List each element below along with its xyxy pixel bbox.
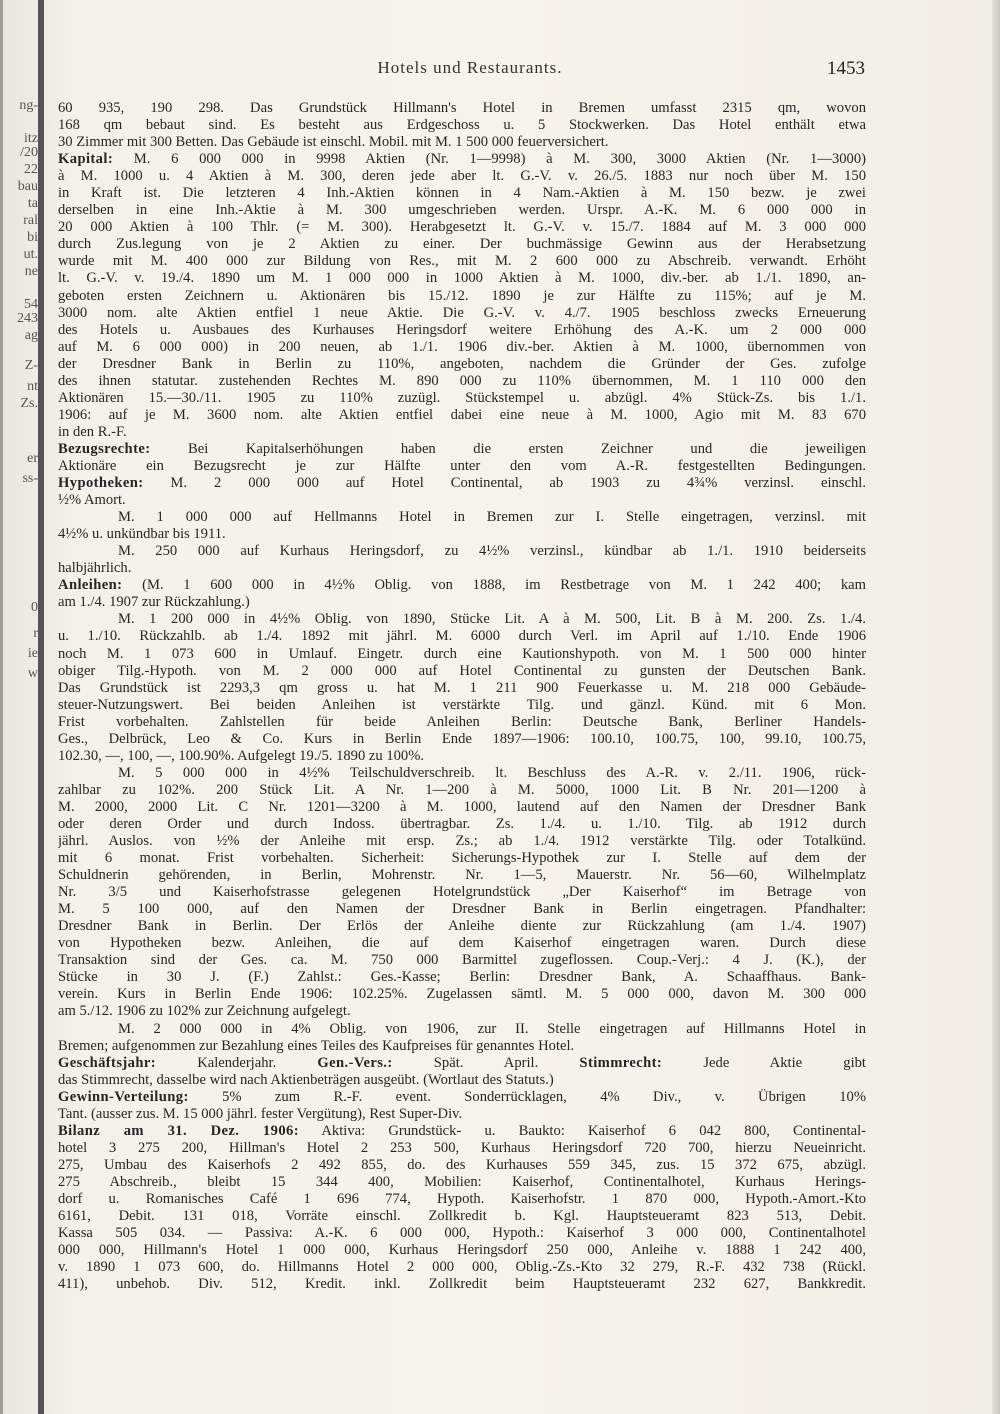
line-text: Frist vorbehalten. Zahlstellen für beide Anleihen Berlin: Deutsche Bank, Berliner Handels- [58, 713, 866, 730]
facing-page-fragment: ag [24, 328, 38, 343]
text-line [58, 1276, 866, 1293]
line-text: 20 000 Aktien à 100 Thlr. (= M. 300). Herabgesetzt lt. G.-V. v. 15./7. 1884 auf M. 3 000 000 [58, 219, 866, 236]
text-line [58, 1123, 866, 1140]
text-line [58, 1021, 866, 1038]
text-line [58, 270, 866, 287]
line-text: 168 qm bebaut sind. Es besteht aus Erdgeschoss u. 5 Stockwerken. Das Hotel enthält etwa [58, 117, 866, 134]
text-line [58, 918, 866, 935]
line-text: 5% zum R.-F. event. Sonderrücklagen, 4% Div., v. Übrigen 10% [188, 1088, 866, 1105]
text-line [58, 475, 866, 492]
facing-page-fragment: Zs. [20, 396, 38, 411]
text-line [58, 594, 866, 611]
text-line [58, 526, 866, 543]
facing-page-fragment: r [33, 626, 38, 641]
section-heading: Kapital: [58, 151, 114, 168]
section-heading: Geschäftsjahr: [58, 1054, 157, 1071]
text-line [58, 236, 866, 253]
text-line [58, 219, 866, 236]
text-line [58, 560, 866, 577]
line-text: der Dresdner Bank in Berlin zu 110%, angeboten, nachdem die Gründer der Ges. zufolge [58, 355, 866, 372]
text-line [58, 680, 866, 697]
line-text: am 1./4. 1907 zur Rückzahlung.) [58, 594, 250, 611]
line-text: dorf u. Romanisches Café 1 696 774, Hypoth. Kaiserhofstr. 1 870 000, Hypoth.-Amort.-Kto [58, 1191, 866, 1207]
line-text: à M. 1000 u. 4 Aktien à M. 300, deren jede aber lt. G.-V. v. 26./5. 1883 nur noch über M. 150 [58, 168, 866, 185]
line-text: Bremen; aufgenommen zur Bezahlung eines Teiles des Kaufpreises für genanntes Hotel. [58, 1037, 575, 1054]
text-line [58, 441, 866, 458]
section-heading: Stimmrecht: [579, 1054, 663, 1071]
line-text: M. 6 000 000 in 9998 Aktien (Nr. 1—9998) à M. 300, 3000 Aktien (Nr. 1—3000) [113, 151, 866, 168]
line-text: lt. G.-V. v. 19./4. 1890 um M. 1 000 000 in 1000 Aktien à M. 1000, div.-ber. ab 1./1. 1890, an- [58, 270, 866, 287]
line-text: 6161, Debit. 131 018, Vorräte einschl. Zollkredit b. Kgl. Hauptsteueramt 823 513, Debit. [58, 1208, 866, 1225]
text-line [58, 202, 866, 219]
line-text: derselben in eine Inh.-Aktie à M. 300 umgeschrieben werden. Urspr. A.-K. M. 6 000 000 in [58, 202, 866, 219]
facing-page-fragment: ral [23, 213, 38, 228]
text-line [58, 884, 866, 901]
line-text: am 5./12. 1906 zu 102% zur Zeichnung aufgelegt. [58, 1003, 351, 1020]
text-line [58, 969, 866, 986]
text-line [58, 1157, 866, 1174]
line-text: verein. Kurs in Berlin Ende 1906: 102.25%. Zugelassen sämtl. M. 5 000 000, davon M. 300 000 [58, 986, 866, 1003]
line-text: M. 2 000 000 in 4% Oblig. von 1906, zur II. Stelle eingetragen auf Hillmanns Hotel in [118, 1020, 866, 1037]
line-text: 4½% u. unkündbar bis 1911. [58, 526, 226, 543]
line-text: Aktionären 15.—30./11. 1905 zu 110% zuzügl. Stückstempel u. abzügl. 4% Stück-Zs. bis 1./1. [58, 389, 866, 406]
text-line [58, 117, 866, 134]
facing-page-fragment: 0 [31, 600, 38, 615]
line-text: M. 250 000 auf Kurhaus Heringsdorf, zu 4½% verzinsl., kündbar ab 1./1. 1910 beiderseits [118, 543, 866, 560]
page-number: 1453 [827, 58, 865, 79]
text-line [58, 168, 866, 185]
facing-page-fragment: ng- [19, 98, 38, 113]
document-body [58, 100, 866, 1293]
text-line [58, 543, 866, 560]
line-text: durch Zus.legung von je 2 Aktien zu einer. Der buchmässige Gewinn aus der Herabsetzung [58, 236, 866, 253]
line-text: ½% Amort. [58, 492, 126, 509]
running-title: Hotels und Restaurants. [377, 58, 563, 77]
line-text: Tant. (ausser zus. M. 15 000 jährl. fester Vergütung), Rest Super-Div. [58, 1105, 463, 1122]
line-text: Kassa 505 034. — Passiva: A.-K. 6 000 000, Hypoth.: Kaiserhof 3 000 000, Continentalhotel [58, 1225, 866, 1242]
line-text: 1906: auf je M. 3600 nom. alte Aktien entfiel dabei eine neue à M. 1000, Agio mit M. 83 670 [58, 406, 866, 423]
text-line [58, 288, 866, 305]
text-line [58, 901, 866, 918]
facing-page-fragment: bau [17, 179, 38, 194]
facing-page-edge [0, 0, 64, 1414]
text-line [58, 339, 866, 356]
line-text: oder deren Order und durch Indoss. übertragbar. Zs. 1./4. u. 1./10. Tilg. ab 1912 durch [58, 815, 866, 832]
text-line [58, 611, 866, 628]
section-heading: Hypotheken: [58, 475, 144, 492]
facing-page-fragment: ne [24, 264, 38, 279]
facing-page-fragment: ta [27, 196, 38, 211]
line-text: 411), unbehob. Div. 512, Kredit. inkl. Zollkredit beim Hauptsteueramt 232 627, Bankkredit. [58, 1276, 866, 1293]
facing-page-fragment: er [27, 451, 38, 466]
text-line [58, 782, 866, 799]
line-text: mit 6 monat. Frist vorbehalten. Sicherheit: Sicherungs-Hypothek zur I. Stelle auf dem der [58, 850, 866, 867]
text-line [58, 1106, 866, 1123]
text-line [58, 356, 866, 373]
text-line [58, 134, 866, 151]
text-line [58, 816, 866, 833]
line-text: Aktionäre ein Bezugsrecht je zur Hälfte unter den vom A.-R. festgestellten Bedingungen. [58, 457, 866, 474]
text-line [58, 458, 866, 475]
line-text: M. 5 000 000 in 4½% Teilschuldverschreib. lt. Beschluss des A.-R. v. 2./11. 1906, rück- [118, 764, 866, 781]
text-line [58, 628, 866, 645]
facing-page-fragment: ut. [23, 247, 38, 262]
text-line [58, 748, 866, 765]
text-line [58, 1089, 866, 1106]
line-text: in den R.-F. [58, 423, 127, 440]
line-text: Das Grundstück ist 2293,3 qm gross u. hat M. 1 211 900 Feuerkasse u. M. 218 000 Gebäude- [58, 679, 866, 696]
facing-page-fragment: itz [24, 131, 38, 146]
line-text: Aktiva: Grundstück- u. Baukto: Kaiserhof 6 042 800, Continental- [298, 1122, 866, 1139]
line-text: wurde mit M. 400 000 zur Bildung von Res., mit M. 2 600 000 zu Abschreib. verwandt. Erhöht [58, 253, 866, 270]
line-text: M. 2000, 2000 Lit. C Nr. 1201—3200 à M. 1000, lautend auf den Namen der Dresdner Bank [58, 798, 866, 815]
text-line [58, 697, 866, 714]
text-line [58, 373, 866, 390]
text-line [58, 646, 866, 663]
binding-shadow [38, 0, 44, 1414]
text-line [58, 1003, 866, 1020]
text-line [58, 305, 866, 322]
facing-page-fragment: /20 [20, 145, 38, 160]
section-heading: Anleihen: [58, 577, 123, 594]
text-line [58, 577, 866, 594]
line-text: 60 935, 190 298. Das Grundstück Hillmann's Hotel in Bremen umfasst 2315 qm, wovon [58, 100, 866, 116]
text-line [58, 714, 866, 731]
text-line [58, 1259, 866, 1276]
section-heading: Bezugsrechte: [58, 440, 151, 457]
line-text: M. 5 100 000, auf den Namen der Dresdner Bank in Berlin eingetragen. Pfandhalter: [58, 901, 866, 918]
line-text: Spät. April. [392, 1054, 580, 1071]
line-text: Transaktion sind der Ges. ca. M. 750 000 Barmittel zugeflossen. Coup.-Verj.: 4 J. (K.), der [58, 952, 866, 969]
text-line [58, 151, 866, 168]
line-text: geboten ersten Zeichnern u. Aktionären bis 15./12. 1890 je zur Hälfte zu 115%; auf je M. [58, 287, 866, 304]
text-line [58, 1174, 866, 1191]
text-line [58, 509, 866, 526]
line-text: hotel 3 275 200, Hillman's Hotel 2 253 500, Kurhaus Heringsdorf 720 700, hierzu Neueinricht. [58, 1139, 866, 1156]
text-line [58, 833, 866, 850]
line-text: M. 1 000 000 auf Hellmanns Hotel in Bremen zur I. Stelle eingetragen, verzinsl. mit [118, 509, 866, 526]
line-text: M. 1 200 000 in 4½% Oblig. von 1890, Stücke Lit. A à M. 500, Lit. B à M. 200. Zs. 1./4. [118, 611, 866, 628]
line-text: noch M. 1 073 600 in Umlauf. Eingetr. durch eine Kautionshypoth. von M. 1 500 000 hinter [58, 645, 866, 662]
line-text: 3000 nom. alte Aktien entfiel 1 neue Aktie. Die G.-V. v. 4./7. 1905 beschloss zwecks Erneuerung [58, 304, 866, 321]
line-text: Nr. 3/5 und Kaiserhofstrasse gelegenen Hotelgrundstück „Der Kaiserhof“ im Betrage von [58, 884, 866, 901]
section-heading: Gen.-Vers.: [317, 1054, 393, 1071]
line-text: in Kraft ist. Die letzteren 4 Inh.-Aktien können in 4 Nam.-Aktien à M. 150 bezw. je zwei [58, 185, 866, 202]
line-text: 30 Zimmer mit 300 Betten. Das Gebäude ist einschl. Mobil. mit M. 1 500 000 feuerversichert. [58, 134, 609, 151]
facing-page-fragment: bi [27, 230, 38, 245]
line-text: von Hypotheken bezw. Anleihen, die auf dem Kaiserhof eingetragen waren. Durch diese [58, 935, 866, 952]
text-line [58, 1038, 866, 1055]
text-line [58, 100, 866, 117]
line-text: steuer-Nutzungswert. Bei beiden Anleihen ist verstärkte Tilg. und gänzl. Künd. mit 6 Mon. [58, 696, 866, 713]
facing-page-fragment: ss- [22, 471, 38, 486]
facing-page-fragment: 243 [17, 311, 38, 326]
text-line [58, 1055, 866, 1072]
text-line [58, 850, 866, 867]
section-heading: Bilanz am 31. Dez. 1906: [58, 1122, 299, 1139]
text-line [58, 253, 866, 270]
text-line [58, 935, 866, 952]
text-line [58, 1208, 866, 1225]
line-text: 275 Abschreib., bleibt 15 344 400, Mobilien: Kaiserhof, Continentalhotel, Kurhaus Herings- [58, 1173, 866, 1190]
line-text: 275, Umbau des Kaiserhofs 2 492 855, do. des Kurhauses 559 345, zus. 15 372 675, abzügl. [58, 1156, 866, 1173]
line-text: Schuldnerin gehörenden, in Berlin, Mohrenstr. Nr. 1—5, Mauerstr. Nr. 56—60, Wilhelmplatz [58, 867, 866, 884]
line-text: Bei Kapitalserhöhungen haben die ersten Zeichner und die jeweiligen [150, 440, 866, 457]
facing-page-fragment: 54 [24, 297, 38, 312]
line-text: zahlbar zu 102%. 200 Stück Lit. A Nr. 1—200 à M. 5000, 1000 Lit. B Nr. 201—1200 à [58, 781, 866, 798]
line-text: (M. 1 600 000 in 4½% Oblig. von 1888, im Restbetrage von M. 1 242 400; kam [122, 577, 866, 594]
line-text: obiger Tilg.-Hypoth. von M. 2 000 000 auf Hotel Continental zu gunsten der Deutschen Bank. [58, 662, 866, 679]
text-line [58, 390, 866, 407]
text-line [58, 731, 866, 748]
line-text: das Stimmrecht, dasselbe wird nach Aktienbeträgen ausgeübt. (Wortlaut des Statuts.) [58, 1071, 554, 1088]
text-line [58, 986, 866, 1003]
text-line [58, 952, 866, 969]
line-text: u. 1./10. Rückzahlb. ab 1./4. 1892 mit jährl. M. 6000 durch Verl. im April auf 1./10. Ende 1906 [58, 628, 866, 645]
line-text: des Hotels u. Ausbaues des Kurhauses Heringsdorf weitere Erhöhung des A.-K. um 2 000 000 [58, 321, 866, 338]
text-line [58, 1225, 866, 1242]
text-line [58, 1191, 866, 1208]
facing-page-fragment: w [27, 666, 38, 681]
line-text: Jede Aktie gibt [662, 1054, 866, 1071]
facing-page-fragment: ie [27, 646, 38, 661]
text-line [58, 185, 866, 202]
text-line [58, 799, 866, 816]
text-line [58, 663, 866, 680]
text-line [58, 765, 866, 782]
line-text: des ihnen statutar. zustehenden Rechtes M. 890 000 zu 110% übernommen, M. 1 110 000 den [58, 372, 866, 389]
text-line [58, 322, 866, 339]
line-text: halbjährlich. [58, 560, 132, 577]
running-header [75, 58, 865, 86]
line-text: Stücke in 30 J. (F.) Zahlst.: Ges.-Kasse; Berlin: Dresdner Bank, A. Schaaffhaus. Bank- [58, 969, 866, 986]
right-page-edge [992, 0, 1000, 1414]
line-text: Ges., Delbrück, Leo & Co. Kurs in Berlin Ende 1897—1906: 100.10, 100.75, 100, 99.10, 100.75, [58, 730, 866, 747]
text-line [58, 1242, 866, 1259]
facing-page-fragment: Z- [24, 358, 38, 373]
text-line [58, 1072, 866, 1089]
text-line [58, 407, 866, 424]
facing-page-fragment: 22 [24, 162, 38, 177]
text-line [58, 1140, 866, 1157]
text-line [58, 867, 866, 884]
facing-page-fragment: nt [27, 379, 38, 394]
text-line [58, 492, 866, 509]
line-text: jährl. Auslos. von ½% der Anleihe mit ersp. Zs.; ab 1./4. 1912 verstärkte Tilg. oder Totalkünd. [58, 833, 866, 850]
line-text: 000 000, Hillmann's Hotel 1 000 000, Kurhaus Heringsdorf 250 000, Anleihe v. 1888 1 242 400, [58, 1242, 866, 1259]
line-text: 102.30, —, 100, —, 100.90%. Aufgelegt 19./5. 1890 zu 100%. [58, 747, 425, 764]
line-text: v. 1890 1 073 600, do. Hillmanns Hotel 2 000 000, Oblig.-Zs.-Kto 32 279, R.-F. 432 738 (Rückl. [58, 1259, 866, 1276]
text-line [58, 424, 866, 441]
line-text: auf M. 6 000 000) in 200 neuen, ab 1./1. 1906 div.-ber. Aktien à M. 1000, übernommen von [58, 338, 866, 355]
line-text: Kalenderjahr. [156, 1054, 318, 1071]
section-heading: Gewinn-Verteilung: [58, 1088, 189, 1105]
line-text: M. 2 000 000 auf Hotel Continental, ab 1903 zu 4¾% verzinsl. einschl. [143, 475, 866, 492]
line-text: Dresdner Bank in Berlin. Der Erlös der Anleihe diente zur Rückzahlung (am 1./4. 1907) [58, 918, 866, 935]
